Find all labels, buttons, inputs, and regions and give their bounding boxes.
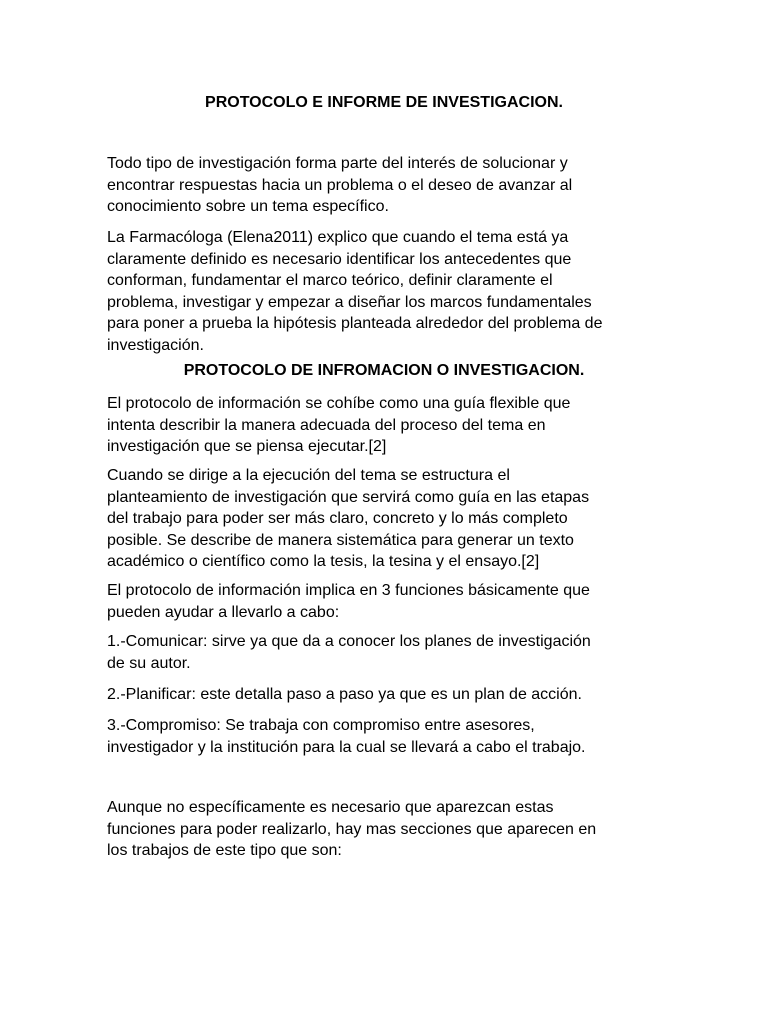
text-line: para poner a prueba la hipótesis planteada alrededor del problema de xyxy=(107,315,603,332)
text-line: Todo tipo de investigación forma parte del interés de solucionar y xyxy=(107,155,568,172)
functions-intro-paragraph xyxy=(107,580,667,623)
execution-paragraph xyxy=(107,465,667,573)
function-item-plan xyxy=(107,684,667,706)
text-line: investigador y la institución para la cual se llevará a cabo el trabajo. xyxy=(107,738,586,756)
text-line: conocimiento sobre un tema específico. xyxy=(107,198,389,215)
text-line: funciones para poder realizarlo, hay mas secciones que aparecen en xyxy=(107,820,597,838)
function-item-communicate xyxy=(107,631,667,674)
document-title: PROTOCOLO E INFORME DE INVESTIGACION. xyxy=(205,94,563,111)
text-line: Cuando se dirige a la ejecución del tema se estructura el xyxy=(107,467,510,484)
function-item-commitment xyxy=(107,715,667,758)
text-line: posible. Se describe de manera sistemática para generar un texto xyxy=(107,531,574,549)
text-line: 3.-Compromiso: Se trabaja con compromiso entre asesores, xyxy=(107,717,535,734)
closing-paragraph xyxy=(107,797,667,862)
text-line: 2.-Planificar: este detalla paso a paso ya que es un plan de acción. xyxy=(107,686,582,703)
protocol-paragraph xyxy=(107,393,667,458)
text-line: Aunque no específicamente es necesario que aparezcan estas xyxy=(107,799,554,816)
text-line: investigación que se piensa ejecutar.[2] xyxy=(107,438,387,455)
text-line: intenta describir la manera adecuada del proceso del tema en xyxy=(107,416,546,434)
text-line: encontrar respuestas hacia un problema o el deseo de avanzar al xyxy=(107,176,573,194)
text-line: 1.-Comunicar: sirve ya que da a conocer los planes de investigación xyxy=(107,633,591,650)
text-line: El protocolo de información se cohíbe como una guía flexible que xyxy=(107,395,571,412)
text-line: conforman, fundamentar el marco teórico, definir claramente el xyxy=(107,272,553,289)
text-line: El protocolo de información implica en 3 funciones básicamente que xyxy=(107,582,590,599)
text-line: académico o científico como la tesis, la tesina y el ensayo.[2] xyxy=(107,553,540,570)
text-line: del trabajo para poder ser más claro, concreto y lo más completo xyxy=(107,510,568,527)
text-line: La Farmacóloga (Elena2011) explico que cuando el tema está ya xyxy=(107,229,569,246)
text-line: problema, investigar y empezar a diseñar los marcos fundamentales xyxy=(107,293,592,311)
intro-paragraph xyxy=(107,153,667,218)
elena-paragraph xyxy=(107,227,667,356)
section-heading: PROTOCOLO DE INFROMACION O INVESTIGACION. xyxy=(183,362,585,379)
text-line: claramente definido es necesario identificar los antecedentes que xyxy=(107,250,572,268)
text-line: de su autor. xyxy=(107,654,191,672)
text-line: investigación. xyxy=(107,336,204,354)
text-line: pueden ayudar a llevarlo a cabo: xyxy=(107,603,340,621)
text-line: planteamiento de investigación que servirá como guía en las etapas xyxy=(107,488,590,506)
text-line: los trabajos de este tipo que son: xyxy=(107,842,342,859)
